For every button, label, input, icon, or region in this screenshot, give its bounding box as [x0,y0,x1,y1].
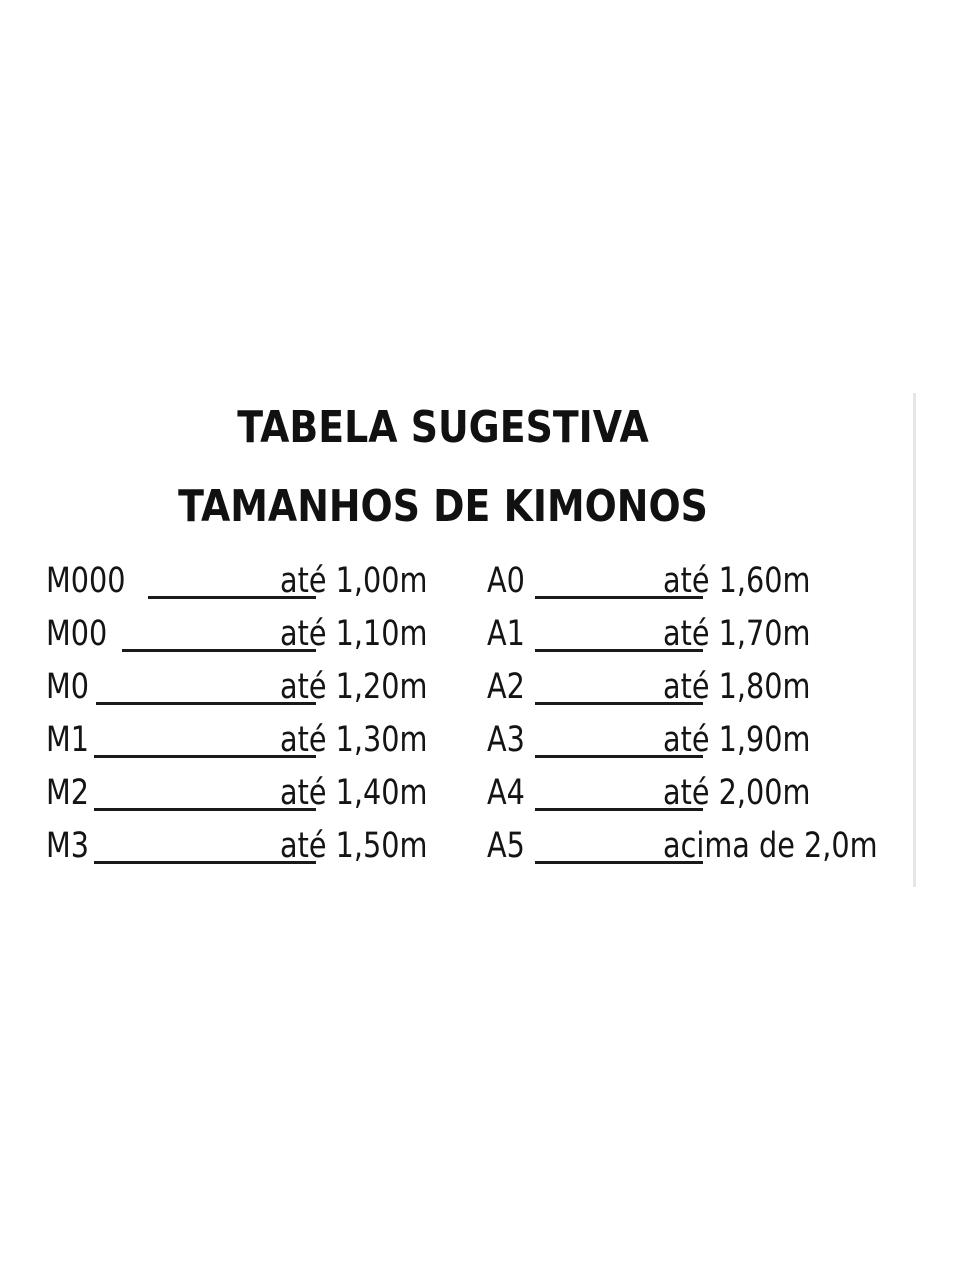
size-code: A5 [487,826,525,866]
size-code: M000 [46,561,126,601]
size-code: A2 [487,667,525,707]
vertical-divider [913,393,916,887]
size-row-a5 [487,821,897,871]
size-code: M2 [46,773,90,813]
size-row-m0 [46,662,446,712]
size-height: até 1,00m [280,561,428,601]
size-height: até 2,00m [663,773,811,813]
size-row-a0 [487,556,897,606]
size-height: acima de 2,0m [663,826,878,866]
size-code: A0 [487,561,525,601]
size-row-m00 [46,609,446,659]
size-height: até 1,70m [663,614,811,654]
size-row-a1 [487,609,897,659]
size-row-m000 [46,556,446,606]
size-height: até 1,20m [280,667,428,707]
size-row-m3 [46,821,446,871]
size-height: até 1,30m [280,720,428,760]
table-title-line-1: TABELA SUGESTIVA [237,402,649,453]
size-height: até 1,40m [280,773,428,813]
size-code: M0 [46,667,90,707]
size-height: até 1,80m [663,667,811,707]
size-height: até 1,60m [663,561,811,601]
size-code: A3 [487,720,525,760]
size-row-m2 [46,768,446,818]
size-code: M00 [46,614,108,654]
size-row-a4 [487,768,897,818]
size-code: M1 [46,720,90,760]
size-row-m1 [46,715,446,765]
size-row-a3 [487,715,897,765]
size-code: A1 [487,614,525,654]
size-code: M3 [46,826,90,866]
size-height: até 1,90m [663,720,811,760]
size-height: até 1,10m [280,614,428,654]
size-row-a2 [487,662,897,712]
size-height: até 1,50m [280,826,428,866]
table-title-line-2: TAMANHOS DE KIMONOS [178,481,708,532]
size-code: A4 [487,773,525,813]
